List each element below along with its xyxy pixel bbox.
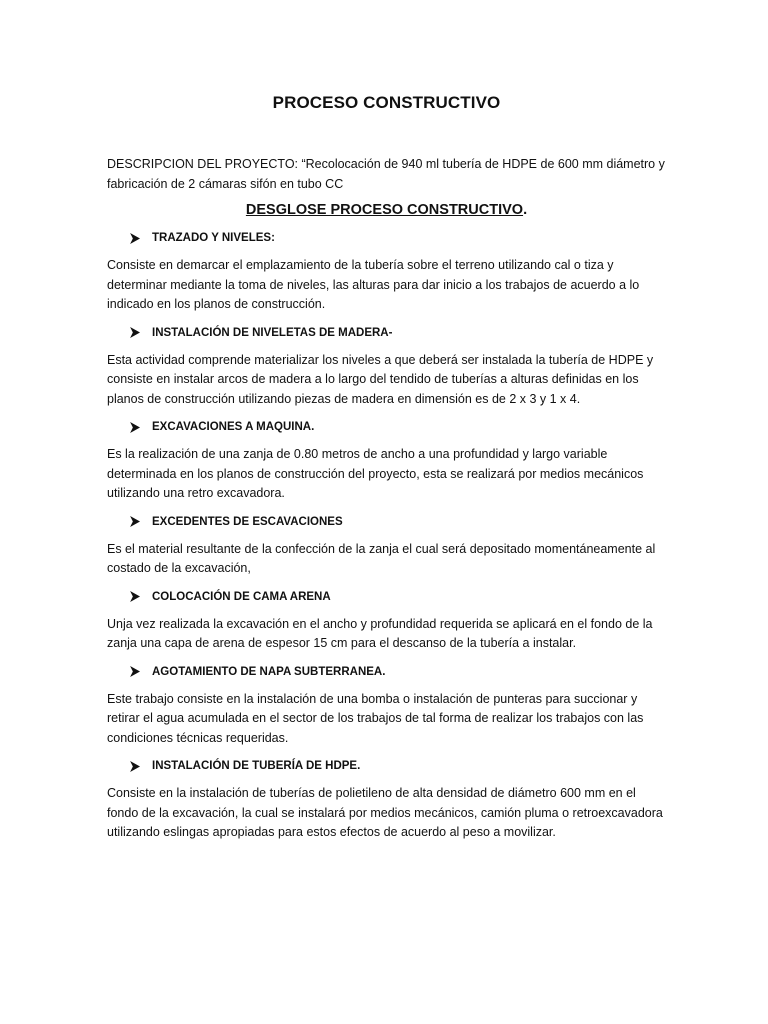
breakdown-heading-suffix: . (523, 202, 528, 218)
section-body: Esta actividad comprende materializar los niveles a que deberá ser instalada la tubería de HDPE y consiste en instalar arcos de madera a lo largo del tendido de tuberías a alturas definidas en los planos de construcción utilizando piezas de madera en dimensión es de 2 x 3 y 1 x 4. (107, 352, 654, 406)
arrow-bullet-icon (129, 591, 140, 602)
section-trazado (107, 230, 666, 315)
section-heading (129, 589, 666, 605)
arrow-bullet-icon (129, 666, 140, 677)
arrow-bullet-icon (129, 761, 140, 772)
sections-list (107, 230, 666, 843)
arrow-bullet-icon (129, 233, 140, 244)
section-body: Es el material resultante de la confección de la zanja el cual será depositado momentáneamente al costado de la excavación, (107, 541, 656, 575)
section-heading (129, 419, 666, 435)
section-heading (129, 325, 666, 341)
section-excedentes (107, 514, 666, 579)
section-excavaciones (107, 419, 666, 504)
section-body: Consiste en demarcar el emplazamiento de la tubería sobre el terreno utilizando cal o tiza y determinar mediante la toma de niveles, las alturas para dar inicio a los trabajos de acuerdo a lo indicado en los planos de construcción. (107, 258, 640, 311)
section-heading-label: AGOTAMIENTO DE NAPA SUBTERRANEA. (152, 665, 386, 678)
section-heading-label: EXCAVACIONES A MAQUINA. (152, 421, 315, 433)
section-body: Es la realización de una zanja de 0.80 metros de ancho a una profundidad y largo variable determinada en los planos de construcción del proyecto, esta se realizará por medios mecánicos utilizando una retro excavadora. (107, 447, 644, 500)
breakdown-heading-text: DESGLOSE PROCESO CONSTRUCTIVO (245, 202, 524, 218)
section-body: Este trabajo consiste en la instalación de una bomba o instalación de punteras para succionar y retirar el agua acumulada en el sector de los trabajos de tal forma de realizar los trabajos con las condiciones técnicas requeridas. (107, 691, 644, 745)
section-niveletas (107, 325, 666, 410)
section-body: Consiste en la instalación de tuberías de polietileno de alta densidad de diámetro 600 mm en el fondo de la excavación, la cual se instalará por medios mecánicos, camión pluma o retroexcavadora utilizando eslingas apropiadas para estos efectos de acuerdo al peso a movilizar. (107, 786, 663, 839)
section-heading-label: EXCEDENTES DE ESCAVACIONES (152, 515, 343, 528)
document-title: PROCESO CONSTRUCTIVO (272, 93, 501, 112)
section-heading-label: TRAZADO Y NIVELES: (152, 232, 275, 244)
section-instalacion-hdpe (107, 758, 666, 843)
project-description: DESCRIPCION DEL PROYECTO: “Recolocación de 940 ml tubería de HDPE de 600 mm diámetro y fabricación de 2 cámaras sifón en tubo CC (107, 157, 665, 191)
section-body: Unja vez realizada la excavación en el ancho y profundidad requerida se aplicará en el fondo de la zanja una capa de arena de espesor 15 cm para el descanso de la tubería a instalar. (107, 616, 653, 650)
arrow-bullet-icon (129, 327, 140, 338)
arrow-bullet-icon (129, 516, 140, 527)
section-agotamiento (107, 664, 666, 749)
arrow-bullet-icon (129, 422, 140, 433)
breakdown-heading (107, 202, 666, 218)
section-heading (129, 758, 666, 774)
section-heading-label: COLOCACIÓN DE CAMA ARENA (152, 590, 331, 603)
section-heading (129, 514, 666, 530)
section-cama-arena (107, 589, 666, 654)
section-heading-label: INSTALACIÓN DE TUBERÍA DE HDPE. (152, 760, 361, 772)
section-heading-label: INSTALACIÓN DE NIVELETAS DE MADERA- (152, 326, 393, 339)
section-heading (129, 664, 666, 680)
section-heading (129, 230, 666, 246)
